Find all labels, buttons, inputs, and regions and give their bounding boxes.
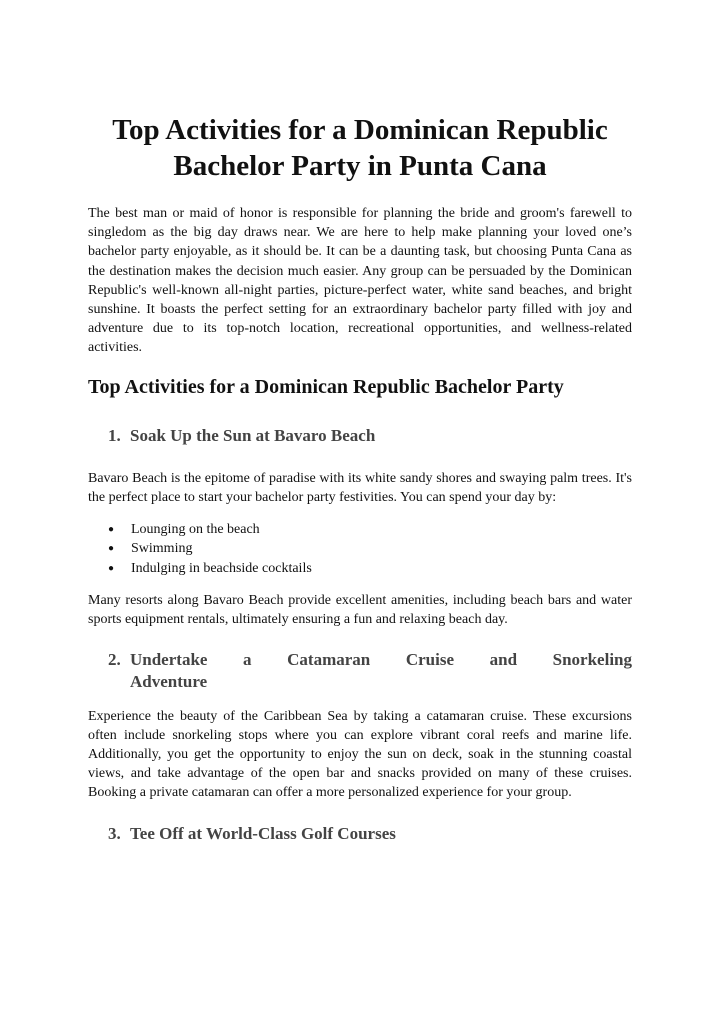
activity-paragraph-1: Bavaro Beach is the epitome of paradise with its white sandy shores and swaying palm trees. It's the perfect place to start your bachelor party festivities. You can spend your day by:: [88, 470, 632, 505]
bullet-icon: ●: [108, 524, 115, 536]
list-item-text: Indulging in beachside cocktails: [131, 560, 312, 576]
activity-heading-3: [88, 823, 632, 845]
activity-heading-1: [88, 425, 632, 447]
list-item: [88, 520, 632, 539]
activity-title: Soak Up the Sun at Bavaro Beach: [130, 425, 376, 445]
activity-title-line-2: Adventure: [130, 671, 208, 691]
activity-title: Tee Off at World-Class Golf Courses: [130, 823, 396, 843]
activity-title-line-1: Undertake a Catamaran Cruise and Snorkeling: [130, 649, 632, 669]
activity-paragraph-2: Experience the beauty of the Caribbean Sea by taking a catamaran cruise. These excursions often include snorkeling stops where you can explore vibrant coral reefs and marine life. Additionally, you get the opportunity to enjoy the sun on deck, soak in the stunning coastal views, and take advantage of the open bar and snacks provided on many of these cruises. Booking a private catamaran can offer a more personalized experience for your group.: [88, 708, 632, 801]
section-heading: Top Activities for a Dominican Republic Bachelor Party: [88, 375, 564, 398]
document-title: Top Activities for a Dominican Republic Bachelor Party in Punta Cana: [112, 114, 608, 182]
activity-number: 3.: [108, 823, 121, 843]
bullet-icon: ●: [108, 562, 115, 574]
activity-number: 2.: [108, 649, 121, 669]
activity-heading-2: [88, 649, 632, 693]
activity-closing-1: Many resorts along Bavaro Beach provide excellent amenities, including beach bars and water sports equipment rentals, ultimately ensuring a fun and relaxing beach day.: [88, 593, 632, 628]
list-item: [88, 559, 632, 578]
bullet-list: [88, 520, 632, 578]
list-item-text: Swimming: [131, 541, 193, 557]
list-item: [88, 539, 632, 558]
activity-number: 1.: [108, 425, 121, 445]
bullet-icon: ●: [108, 543, 115, 555]
intro-paragraph: The best man or maid of honor is responsible for planning the bride and groom's farewell to singledom as the big day draws near. We are here to help make planning your loved one’s bachelor party enjoyable, as it should be. It can be a daunting task, but choosing Punta Cana as the destination makes the decision much easier. Any group can be persuaded by the Dominican Republic's well-known all-night parties, picture-perfect water, white sand beaches, and bright sunshine. It boasts the perfect setting for an extraordinary bachelor party filled with joy and adventure due to its top-notch location, recreational opportunities, and wellness-related activities.: [88, 206, 632, 356]
document-page: [88, 112, 632, 845]
list-item-text: Lounging on the beach: [131, 522, 260, 538]
activity-title: [130, 649, 632, 693]
